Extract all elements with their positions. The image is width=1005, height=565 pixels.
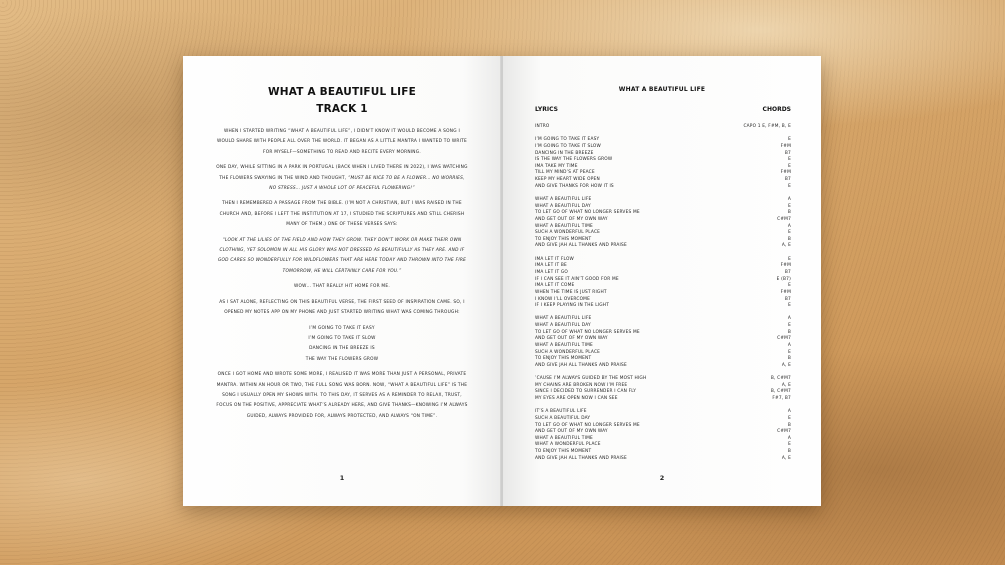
lyrics-title: WHAT A BEAUTIFUL LIFE <box>618 86 706 93</box>
stanza-list <box>535 131 791 463</box>
chord-label: B <box>787 236 791 242</box>
chord-label: F#M <box>780 143 791 149</box>
chord-label: F#M <box>780 263 791 269</box>
lyric-row <box>535 356 791 363</box>
lyrics-header: LYRICS <box>535 106 558 113</box>
chord-label: B <box>787 422 791 428</box>
lyric-row <box>535 217 791 224</box>
verse-line: THE WAY THE FLOWERS GROW <box>305 356 379 362</box>
chord-label: B7 <box>784 150 791 156</box>
lyric-line: AND GIVE JAH ALL THANKS AND PRAISE <box>535 362 627 368</box>
chords-header: CHORDS <box>762 106 791 113</box>
lyric-line: SUCH A WONDERFUL PLACE <box>535 230 601 236</box>
right-page <box>503 56 821 506</box>
lyric-row <box>535 303 791 310</box>
page-number: 1 <box>339 474 345 482</box>
lyric-line: TO ENJOY THIS MOMENT <box>535 236 592 242</box>
lyric-line: WHAT A BEAUTIFUL TIME <box>535 342 593 348</box>
lyric-line: IMA TAKE MY TIME <box>535 163 578 169</box>
chord-label: E <box>788 137 791 143</box>
lyric-line: AND GIVE JAH ALL THANKS AND PRAISE <box>535 455 627 461</box>
page-number: 2 <box>659 474 665 482</box>
lyric-line: IMA LET IT GO <box>535 269 568 275</box>
verse-line: DANCING IN THE BREEZE IS <box>309 346 375 352</box>
lyric-line: WHAT A BEAUTIFUL DAY <box>535 323 591 329</box>
lyric-line: MY EYES ARE OPEN NOW I CAN SEE <box>535 396 618 402</box>
lyric-line: AND GET OUT OF MY OWN WAY <box>535 336 608 342</box>
paragraph: WHEN I STARTED WRITING “WHAT A BEAUTIFUL LIFE”, I DIDN’T KNOW IT WOULD BECOME A SONG I WOULD SHARE WITH PEOPLE ALL OVER THE WORLD. IT BEGAN AS A LITTLE MANTRA I WANTED TO WRITE FOR MYSELF—SOMETHING TO READ AND RECITE EVERY MORNING. <box>217 129 467 155</box>
chord-label: B <box>787 329 791 335</box>
lyric-line: IMA LET IT BE <box>535 263 567 269</box>
track-label: TRACK 1 <box>316 103 368 115</box>
intro-chords: CAPO 1 E, F#M, B, E <box>743 124 791 129</box>
lyric-row <box>535 144 791 151</box>
lyric-row <box>535 396 791 403</box>
chord-label: C#M7 <box>777 216 791 222</box>
lyric-row <box>535 243 791 250</box>
paragraph: ONCE I GOT HOME AND WROTE SOME MORE, I REALISED IT WAS MORE THAN JUST A PERSONAL, PRIVATE MANTRA. WITHIN AN HOUR OR TWO, THE FULL SONG WAS BORN. NOW, “WHAT A BEAUTIFUL LIFE” IS THE SONG I USUALLY OPEN MY SHOWS WITH. TO THIS DAY, IT SERVES AS A REMINDER TO RELAX, TRUST, FOCUS ON THE POSITIVE, APPRECIATE WHAT’S ALREADY HERE, AND GIVE THANKS—KNOWING I’M ALWAYS GUIDED, ALWAYS PROVIDED FOR, ALWAYS PROTECTED, AND ALWAYS “ON TIME”. <box>216 372 468 419</box>
lyric-row <box>535 343 791 350</box>
lyric-row <box>535 376 791 383</box>
chord-label: B <box>787 210 791 216</box>
lyric-line: SUCH A BEAUTIFUL DAY <box>535 415 591 421</box>
lyric-line: SUCH A WONDERFUL PLACE <box>535 349 601 355</box>
lyric-line: WHEN THE TIME IS JUST RIGHT <box>535 289 607 295</box>
lyric-line: IMA LET IT FLOW <box>535 256 574 262</box>
lyric-line: AND GET OUT OF MY OWN WAY <box>535 216 608 222</box>
paragraph-text: ONE DAY, WHILE SITTING IN A PARK IN PORTUGAL (BACK WHEN I LIVED THERE IN 2022), I WAS WATCHING THE FLOWERS SWAYING IN THE WIND AND THOUGHT, <box>216 165 468 181</box>
lyric-line: WHAT A WONDERFUL PLACE <box>535 442 601 448</box>
paragraph-quote: “MUST BE NICE TO BE A FLOWER… NO WORRIES, NO STRESS… JUST A WHOLE LOT OF PEACEFUL FLOWERING!” <box>269 175 465 192</box>
chord-label: A, E <box>781 243 791 249</box>
chord-label: B, C#M7 <box>770 376 791 382</box>
lyric-row <box>535 257 791 264</box>
chord-label: A, E <box>781 382 791 388</box>
chord-label: F#M <box>780 170 791 176</box>
lyric-line: IMA LET IT COME <box>535 283 575 289</box>
chord-label: A, E <box>781 362 791 368</box>
chord-label: B7 <box>784 177 791 183</box>
lyric-line: SINCE I DECIDED TO SURRENDER I CAN FLY <box>535 389 637 395</box>
intro-row <box>535 124 791 131</box>
lyric-row <box>535 323 791 330</box>
lyric-row <box>535 263 791 270</box>
chord-label: E <box>788 157 791 163</box>
chord-label: E <box>788 203 791 209</box>
lyric-row <box>535 137 791 144</box>
lyric-line: WHAT A BEAUTIFUL LIFE <box>535 196 592 202</box>
lyric-line: WHAT A BEAUTIFUL DAY <box>535 203 591 209</box>
lyric-line: AND GIVE THANKS FOR HOW IT IS <box>535 183 614 189</box>
lyric-line: KEEP MY HEART WIDE OPEN <box>535 177 600 183</box>
verse-line: I’M GOING TO TAKE IT EASY <box>309 325 375 331</box>
lyric-row <box>535 177 791 184</box>
chord-label: A, E <box>781 455 791 461</box>
bible-quote: “LOOK AT THE LILIES OF THE FIELD AND HOW THEY GROW. THEY DON’T WORK OR MAKE THEIR OWN CLOTHING, YET SOLOMON IN ALL HIS GLORY WAS NOT DRESSED AS BEAUTIFULLY AS THEY ARE. AND IF GOD CARES SO WONDERFULLY FOR WILDFLOWERS THAT ARE HERE TODAY AND THROWN INTO THE FIRE TOMORROW, HE WILL CERTAINLY CARE FOR YOU.” <box>217 237 467 274</box>
lyric-line: WHAT A BEAUTIFUL TIME <box>535 223 593 229</box>
lyric-row <box>535 197 791 204</box>
lyric-line: I’M GOING TO TAKE IT EASY <box>535 137 600 143</box>
lyric-row <box>535 157 791 164</box>
chord-label: E <box>788 283 791 289</box>
lyric-row <box>535 336 791 343</box>
chord-label: A <box>787 409 791 415</box>
paragraph: WOW… THAT REALLY HIT HOME FOR ME. <box>294 284 390 290</box>
chord-label: B <box>787 356 791 362</box>
lyric-line: TO LET GO OF WHAT NO LONGER SERVES ME <box>535 422 640 428</box>
open-songbook <box>183 56 821 506</box>
chord-label: E <box>788 303 791 309</box>
chord-label: E <box>788 256 791 262</box>
lyric-row <box>535 456 791 463</box>
stanza-gap <box>535 190 791 197</box>
lyric-row <box>535 449 791 456</box>
paragraph: THEN I REMEMBERED A PASSAGE FROM THE BIBLE. (I’M NOT A CHRISTIAN, BUT I WAS RAISED IN THE CHURCH AND, BEFORE I LEFT THE INSTITUTION AT 17, I STUDIED THE SCRIPTURES AND STILL CHERISH MANY OF THEM.) ONE OF THESE VERSES SAYS: <box>219 201 465 228</box>
lyric-line: TO LET GO OF WHAT NO LONGER SERVES ME <box>535 329 640 335</box>
lyric-line: MY CHAINS ARE BROKEN NOW I’M FREE <box>535 382 628 388</box>
lyric-row <box>535 210 791 217</box>
left-page <box>183 56 501 506</box>
chord-label: E (B7) <box>776 276 791 282</box>
chord-label: B7 <box>784 296 791 302</box>
lyric-line: ’CAUSE I’M ALWAYS GUIDED BY THE MOST HIGH <box>535 376 647 382</box>
chord-label: F#M <box>780 289 791 295</box>
lyric-row <box>535 290 791 297</box>
lyric-line: I’M GOING TO TAKE IT SLOW <box>535 143 601 149</box>
lyric-line: AND GIVE JAH ALL THANKS AND PRAISE <box>535 243 627 249</box>
paragraph: AS I SAT ALONE, REFLECTING ON THIS BEAUTIFUL VERSE, THE FIRST SEED OF INSPIRATION CAME. SO, I OPENED MY NOTES APP ON MY PHONE AND JUST STARTED WRITING WHAT WAS COMING THROUGH: <box>219 299 465 316</box>
lyric-line: TO ENJOY THIS MOMENT <box>535 449 592 455</box>
lyric-line: I KNOW I’LL OVERCOME <box>535 296 590 302</box>
chord-label: B, C#M7 <box>770 389 791 395</box>
chord-label: E <box>788 163 791 169</box>
chord-label: C#M7 <box>777 336 791 342</box>
chord-label: A <box>787 342 791 348</box>
stanza-gap <box>535 250 791 257</box>
lyric-line: DANCING IN THE BREEZE <box>535 150 594 156</box>
chord-label: E <box>788 183 791 189</box>
lyric-line: IT’S A BEAUTIFUL LIFE <box>535 409 587 415</box>
lyric-line: TILL MY MIND’S AT PEACE <box>535 170 595 176</box>
lyric-line: TO ENJOY THIS MOMENT <box>535 356 592 362</box>
lyric-row <box>535 283 791 290</box>
chord-label: E <box>788 442 791 448</box>
chord-label: A <box>787 435 791 441</box>
lyric-row <box>535 184 791 191</box>
chord-label: E <box>788 349 791 355</box>
lyric-line: IS THE WAY THE FLOWERS GROW <box>535 157 613 163</box>
intro-label: INTRO <box>535 124 550 129</box>
lyric-row <box>535 416 791 423</box>
story-text <box>215 127 469 422</box>
chord-label: E <box>788 230 791 236</box>
chord-label: A <box>787 196 791 202</box>
lyric-row <box>535 230 791 237</box>
lyric-row <box>535 409 791 416</box>
chord-label: A <box>787 223 791 229</box>
lyric-line: AND GET OUT OF MY OWN WAY <box>535 429 608 435</box>
chord-label: F#7, B7 <box>772 396 791 402</box>
lyric-line: IF I CAN SEE IT AIN’T GOOD FOR ME <box>535 276 619 282</box>
chord-label: B <box>787 449 791 455</box>
lyrics-sheet <box>535 124 791 462</box>
lyric-row <box>535 429 791 436</box>
lyric-line: TO LET GO OF WHAT NO LONGER SERVES ME <box>535 210 640 216</box>
paragraph <box>215 163 469 194</box>
chord-label: E <box>788 415 791 421</box>
lyric-line: IF I KEEP PLAYING IN THE LIGHT <box>535 303 610 309</box>
chord-label: B7 <box>784 269 791 275</box>
lyric-line: WHAT A BEAUTIFUL LIFE <box>535 316 592 322</box>
chord-label: A <box>787 316 791 322</box>
song-title: WHAT A BEAUTIFUL LIFE <box>267 86 417 98</box>
lyric-line: WHAT A BEAUTIFUL TIME <box>535 435 593 441</box>
verse-line: I’M GOING TO TAKE IT SLOW <box>308 335 376 341</box>
chord-label: E <box>788 323 791 329</box>
lyric-row <box>535 363 791 370</box>
lyric-row <box>535 270 791 277</box>
chord-label: C#M7 <box>777 429 791 435</box>
